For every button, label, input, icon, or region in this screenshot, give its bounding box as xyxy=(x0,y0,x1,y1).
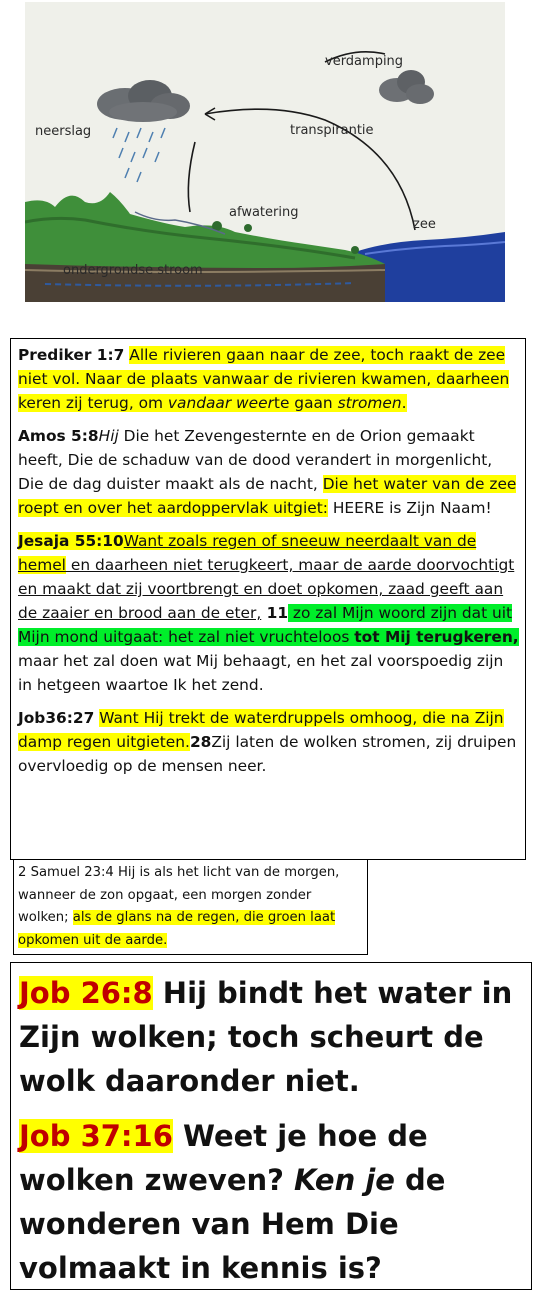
scripture-box-samuel: 2 Samuel 23:4 Hij is als het licht van de morgen, wanneer de zon opgaat, een morgen zonder wolken; als de glans na de regen, die groen laat opkomen uit de aarde. xyxy=(13,859,368,955)
water-cycle-drawing xyxy=(25,2,505,302)
highlight-text: Die het water van de zee roept en over het aardoppervlak uitgiet: xyxy=(18,475,517,517)
verse-ref: Job36:27 xyxy=(18,709,95,727)
scripture-box-job xyxy=(10,962,532,1290)
scripture-box-main xyxy=(10,338,526,860)
green-highlight-text: zo zal Mijn woord zijn dat uit Mijn mond uitgaat: het zal niet vruchteloos xyxy=(18,604,513,646)
water-cycle-svg xyxy=(25,2,505,302)
verse-job26: Job 26:8 Hij bindt het water in Zijn wolken; toch scheurt de wolk daaronder niet. xyxy=(19,976,513,1098)
label-zee: zee xyxy=(413,217,436,232)
verse-ref: Jesaja 55:10 xyxy=(18,532,124,550)
verse-jesaja: Jesaja 55:10Want zoals regen of sneeuw neerdaalt van de hemel en daarheen niet terugkeert, maar de aarde doorvochtigt en maakt dat zij voortbrengt en doet opkomen, zaad geeft aan de zaaier en brood aan de eter, 11 zo zal Mijn woord zijn dat uit Mijn mond uitgaat: het zal niet vruchteloos tot Mij terugkeren, maar het zal doen wat Mij behaagt, en het zal voorspoedig zijn in hetgeen waartoe Ik het zend. xyxy=(18,532,519,694)
label-afwatering: afwatering xyxy=(229,205,299,220)
verse-amos: Amos 5:8Hij Die het Zevengesternte en de Orion gemaakt heeft, Die de schaduw van de dood verandert in morgenlicht, Die de dag duister maakt als de nacht, Die het water van de zee roept en over het aardoppervlak uitgiet: HEERE is Zijn Naam! xyxy=(18,427,517,517)
verse-ref: Job 37:16 xyxy=(19,1119,173,1153)
verse-prediker: Prediker 1:7 Alle rivieren gaan naar de zee, toch raakt de zee niet vol. Naar de plaats vanwaar de rivieren kwamen, daarheen keren zij terug, om vandaar weerte gaan stromen. xyxy=(18,346,510,412)
label-ondergrondse-stroom: ondergrondse stroom xyxy=(63,263,203,278)
verse-job37: Job 37:16 Weet je hoe de wolken zweven? Ken je de wonderen van Hem Die volmaakt in kennis is? xyxy=(19,1119,446,1285)
verse-ref: Job 26:8 xyxy=(19,976,153,1010)
label-verdamping: verdamping xyxy=(325,54,404,69)
highlight-text: Alle rivieren gaan naar de zee, toch raakt de zee niet vol. Naar de plaats vanwaar de rivieren kwamen, daarheen keren zij terug, om vandaar weer xyxy=(18,346,510,412)
highlight-text: Want Hij trekt de waterdruppels omhoog, die na Zijn damp regen uitgieten. xyxy=(18,709,504,751)
label-neerslag: neerslag xyxy=(35,124,92,139)
highlight-text: als de glans na de regen, die groen laat opkomen uit de aarde. xyxy=(18,910,336,948)
verse-job36: Job36:27 Want Hij trekt de waterdruppels omhoog, die na Zijn damp regen uitgieten.28Zij laten de wolken stromen, zij druipen overvloedig op de mensen neer. xyxy=(18,709,517,775)
label-transpiratie: transpirantie xyxy=(290,123,374,138)
verse-ref: Amos 5:8 xyxy=(18,427,99,445)
verse-ref: Prediker 1:7 xyxy=(18,346,125,364)
highlight-text: Want zoals regen of sneeuw neerdaalt van de hemel xyxy=(18,532,477,574)
